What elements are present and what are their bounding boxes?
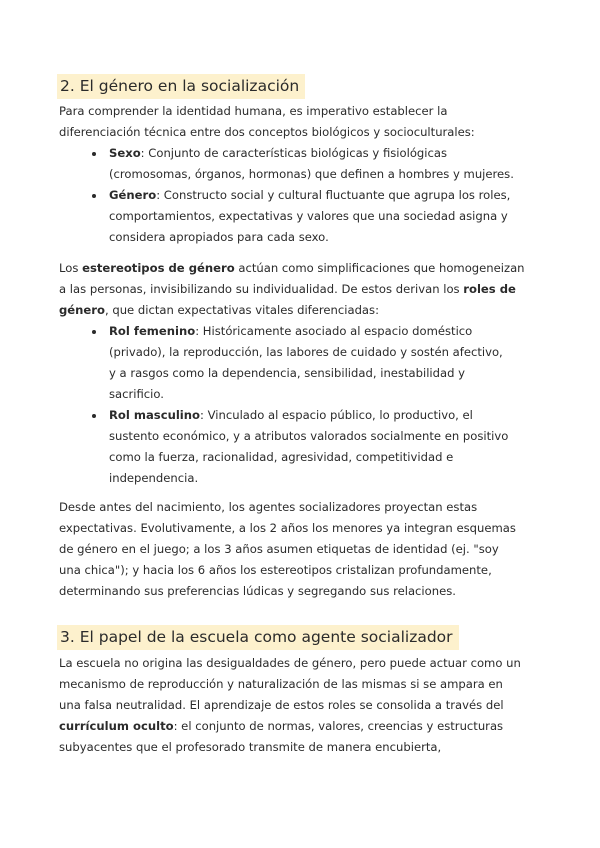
paragraph-line: expectativas. Evolutivamente, a los 2 años los menores ya integran esquemas <box>59 521 516 535</box>
paragraph-line: subyacentes que el profesorado transmite de manera encubierta, <box>59 740 442 754</box>
term-estereotipos: estereotipos de género <box>82 261 235 275</box>
intro-line: Para comprender la identidad humana, es imperativo establecer la <box>59 104 448 118</box>
bullet-dot <box>92 152 96 156</box>
list-item-text: (cromosomas, órganos, hormonas) que definen a hombres y mujeres. <box>109 167 514 181</box>
list-item-text: sustento económico, y a atributos valorados socialmente en positivo <box>109 429 509 443</box>
development-paragraph <box>59 497 539 602</box>
paragraph-line: una chica"); y hacia los 6 años los estereotipos cristalizan profundamente, <box>59 563 492 577</box>
list-item-text: y a rasgos como la dependencia, sensibilidad, inestabilidad y <box>109 366 466 380</box>
paragraph-line: mecanismo de reproducción y naturalización de las mismas si se ampara en <box>59 677 503 691</box>
bullet-dot <box>92 194 96 198</box>
list-item-text: : Constructo social y cultural fluctuante que agrupa los roles, <box>156 188 511 202</box>
list-item-genero <box>59 185 539 248</box>
roles-list <box>59 321 539 489</box>
list-item-text: (privado), la reproducción, las labores de cuidado y sostén afectivo, <box>109 345 503 359</box>
section-2-intro <box>59 101 539 248</box>
list-item-text: sacrificio. <box>109 387 164 401</box>
paragraph-line: a las personas, invisibilizando su individualidad. De estos derivan los roles de <box>59 282 516 296</box>
list-item-rol-masculino <box>59 405 539 489</box>
term-roles-cont: género <box>59 303 105 317</box>
paragraph-line: currículum oculto: el conjunto de normas, valores, creencias y estructuras <box>59 719 504 733</box>
term-sexo: Sexo <box>109 146 141 160</box>
section-2-heading: 2. El género en la socialización <box>57 74 305 99</box>
term-genero: Género <box>109 188 157 202</box>
list-item-text: considera apropiados para cada sexo. <box>109 230 329 244</box>
paragraph-line: género, que dictan expectativas vitales diferenciadas: <box>59 303 379 317</box>
section-3-heading: 3. El papel de la escuela como agente socializador <box>57 625 459 650</box>
paragraph-line: Desde antes del nacimiento, los agentes socializadores proyectan estas <box>59 500 478 514</box>
stereotypes-paragraph <box>59 258 539 489</box>
list-item-text: : Vinculado al espacio público, lo productivo, el <box>200 408 473 422</box>
term-curriculum-oculto: currículum oculto <box>59 719 174 733</box>
paragraph-line: de género en el juego; a los 3 años asumen etiquetas de identidad (ej. "soy <box>59 542 499 556</box>
paragraph-line: Los estereotipos de género actúan como simplificaciones que homogeneizan <box>59 261 525 275</box>
bullet-dot <box>92 330 96 334</box>
list-item-text: como la fuerza, racionalidad, agresividad, competitividad e <box>109 450 454 464</box>
intro-line: diferenciación técnica entre dos conceptos biológicos y socioculturales: <box>59 125 475 139</box>
concepts-list <box>59 143 539 248</box>
list-item-text: comportamientos, expectativas y valores que una sociedad asigna y <box>109 209 508 223</box>
paragraph-line: una falsa neutralidad. El aprendizaje de estos roles se consolida a través del <box>59 698 504 712</box>
paragraph-line: determinando sus preferencias lúdicas y segregando sus relaciones. <box>59 584 456 598</box>
list-item-text: independencia. <box>109 471 199 485</box>
list-item-text: : Históricamente asociado al espacio doméstico <box>195 324 473 338</box>
term-roles: roles de <box>463 282 516 296</box>
term-rol-femenino: Rol femenino <box>109 324 196 338</box>
bullet-dot <box>92 414 96 418</box>
paragraph-line: La escuela no origina las desigualdades de género, pero puede actuar como un <box>59 656 521 670</box>
term-rol-masculino: Rol masculino <box>109 408 201 422</box>
list-item-text: : Conjunto de características biológicas y fisiológicas <box>140 146 448 160</box>
list-item-sexo <box>59 143 539 185</box>
section-3-paragraph <box>59 653 539 758</box>
list-item-rol-femenino <box>59 321 539 405</box>
